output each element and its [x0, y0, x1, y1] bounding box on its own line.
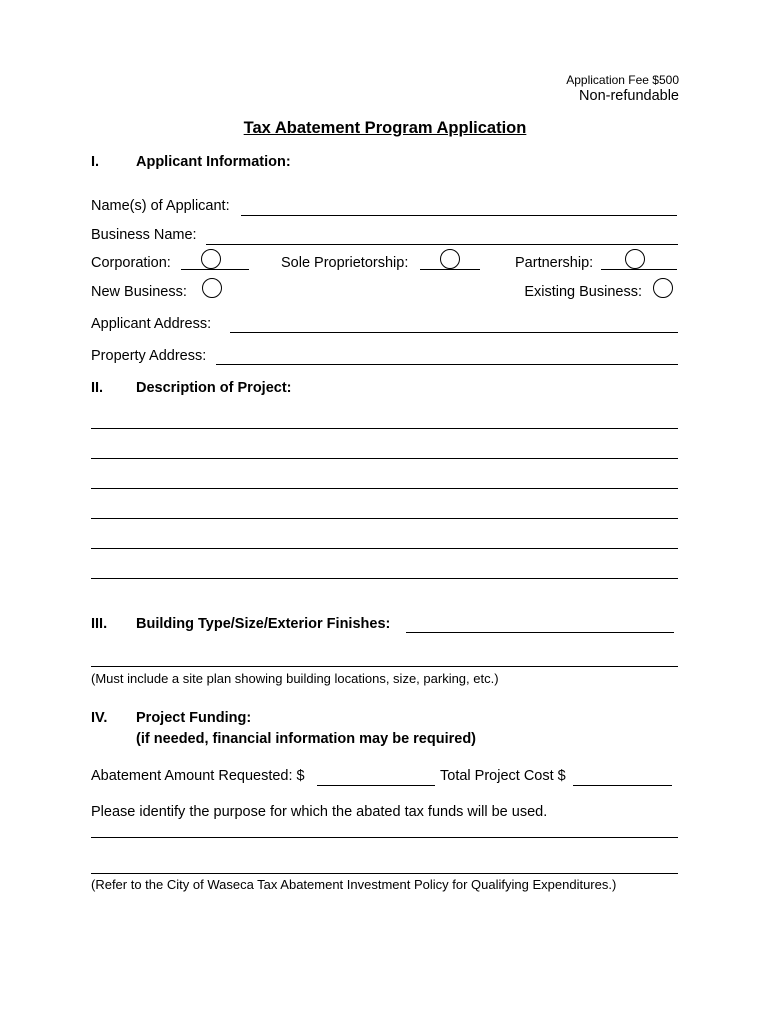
- policy-note: (Refer to the City of Waseca Tax Abatement Investment Policy for Qualifying Expenditures.): [91, 877, 617, 892]
- purpose-field-continued[interactable]: [91, 855, 678, 874]
- partnership-label: Partnership:: [515, 255, 594, 271]
- sole-proprietorship-line: [420, 269, 480, 270]
- section-4-subheading: (if needed, financial information may be required): [136, 731, 476, 747]
- site-plan-note: (Must include a site plan showing building locations, size, parking, etc.): [91, 671, 499, 686]
- project-description-line[interactable]: [91, 530, 678, 549]
- purpose-prompt: Please identify the purpose for which the abated tax funds will be used.: [91, 804, 548, 820]
- project-description-line[interactable]: [91, 560, 678, 579]
- abatement-amount-field[interactable]: [317, 767, 435, 786]
- existing-business-label: Existing Business:: [524, 284, 642, 300]
- page-title: Tax Abatement Program Application: [243, 119, 527, 137]
- partnership-radio[interactable]: [625, 249, 645, 269]
- project-description-line[interactable]: [91, 440, 678, 459]
- corporation-label: Corporation:: [91, 255, 171, 271]
- section-2-heading: Description of Project:: [136, 380, 292, 396]
- project-description-line[interactable]: [91, 410, 678, 429]
- new-business-radio[interactable]: [202, 278, 222, 298]
- building-type-field-continued[interactable]: [91, 648, 678, 667]
- business-name-field[interactable]: [206, 226, 678, 245]
- applicant-address-label: Applicant Address:: [91, 316, 212, 332]
- property-address-field[interactable]: [216, 346, 678, 365]
- corporation-line: [181, 269, 249, 270]
- existing-business-radio[interactable]: [653, 278, 673, 298]
- section-2-number: II.: [91, 380, 104, 396]
- partnership-line: [601, 269, 677, 270]
- total-project-cost-label: Total Project Cost $: [440, 768, 566, 784]
- new-business-label: New Business:: [91, 284, 187, 300]
- project-description-line[interactable]: [91, 500, 678, 519]
- abatement-amount-label: Abatement Amount Requested: $: [91, 768, 305, 784]
- applicant-names-field[interactable]: [241, 197, 677, 216]
- purpose-field[interactable]: [91, 819, 678, 838]
- corporation-radio[interactable]: [201, 249, 221, 269]
- section-4-number: IV.: [91, 710, 108, 726]
- sole-proprietorship-label: Sole Proprietorship:: [281, 255, 409, 271]
- project-description-line[interactable]: [91, 470, 678, 489]
- business-name-label: Business Name:: [91, 227, 197, 243]
- applicant-address-field[interactable]: [230, 314, 678, 333]
- sole-proprietorship-radio[interactable]: [440, 249, 460, 269]
- section-1-heading: Applicant Information:: [136, 154, 291, 170]
- section-3-heading: Building Type/Size/Exterior Finishes:: [136, 616, 391, 632]
- non-refundable-note: Non-refundable: [579, 88, 679, 104]
- section-3-number: III.: [91, 616, 108, 632]
- total-project-cost-field[interactable]: [573, 767, 672, 786]
- application-fee: Application Fee $500: [566, 73, 679, 87]
- building-type-field[interactable]: [406, 614, 674, 633]
- property-address-label: Property Address:: [91, 348, 207, 364]
- section-1-number: I.: [91, 154, 100, 170]
- applicant-names-label: Name(s) of Applicant:: [91, 198, 230, 214]
- section-4-heading: Project Funding:: [136, 710, 252, 726]
